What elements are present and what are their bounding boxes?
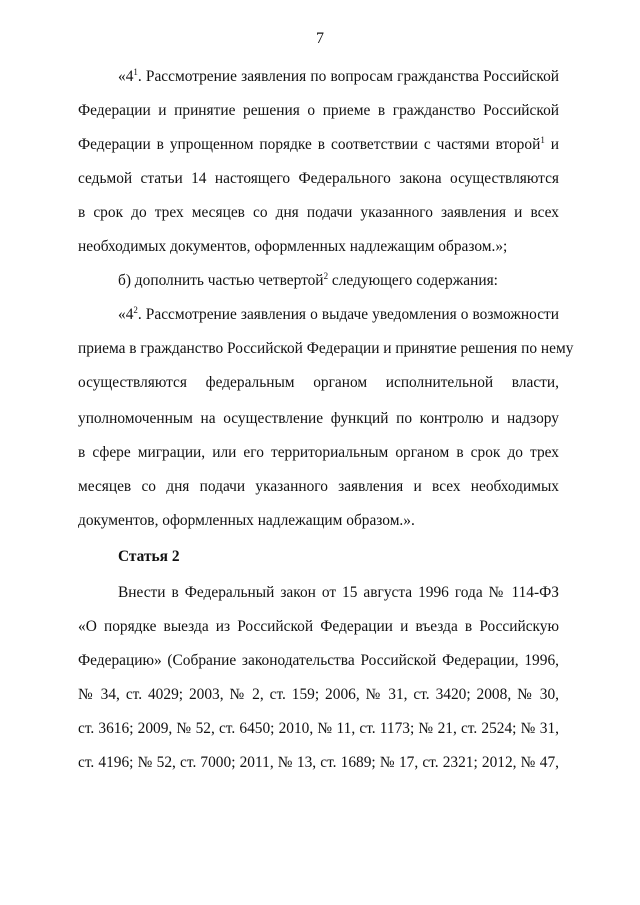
text-line: [78, 753, 559, 773]
text-fragment: . Рассмотрение заявления по вопросам гражданства Российской: [137, 68, 559, 85]
text-fragment: месяцев со дня подачи указанного заявления и всех необходимых: [78, 478, 559, 495]
text-line: [78, 511, 559, 531]
text-line: [118, 305, 559, 325]
superscript-number: 1: [133, 66, 138, 77]
text-fragment: и: [544, 136, 559, 153]
text-fragment: седьмой статьи 14 настоящего Федерального закона осуществляются: [78, 170, 559, 187]
text-fragment: осуществляются федеральным органом исполнительной власти,: [78, 374, 559, 391]
text-fragment: ст. 4196; № 52, ст. 7000; 2011, № 13, ст. 1689; № 17, ст. 2321; 2012, № 47,: [78, 754, 559, 771]
superscript-number: 1: [540, 134, 545, 145]
text-fragment: ст. 3616; 2009, № 52, ст. 6450; 2010, № 11, ст. 1173; № 21, ст. 2524; № 31,: [78, 720, 559, 737]
text-fragment: б) дополнить частью четвертой: [118, 272, 324, 289]
text-line: [78, 373, 559, 393]
text-fragment: Статья 2: [118, 548, 180, 565]
text-line: [78, 339, 574, 359]
text-fragment: . Рассмотрение заявления о выдаче уведомления о возможности: [137, 306, 559, 323]
text-fragment: в сфере миграции, или его территориальным органом в срок до трех: [78, 444, 559, 461]
text-line: [78, 443, 559, 463]
text-fragment: уполномоченным на осуществление функций по контролю и надзору: [78, 410, 559, 427]
text-line: [118, 583, 559, 603]
text-line: [78, 409, 559, 429]
text-fragment: «4: [118, 68, 134, 85]
text-fragment: «О порядке выезда из Российской Федерации и въезда в Российскую: [78, 618, 559, 635]
text-line: [78, 101, 559, 121]
text-fragment: в срок до трех месяцев со дня подачи указанного заявления и всех: [78, 204, 559, 221]
text-line: [78, 203, 559, 223]
text-fragment: Внести в Федеральный закон от 15 августа 1996 года № 114-ФЗ: [118, 584, 559, 601]
text-line: [118, 67, 559, 87]
text-line: [78, 719, 559, 739]
text-fragment: № 34, ст. 4029; 2003, № 2, ст. 159; 2006, № 31, ст. 3420; 2008, № 30,: [78, 686, 559, 703]
text-line: [78, 651, 559, 671]
text-fragment: необходимых документов, оформленных надлежащим образом.»;: [78, 238, 508, 255]
text-fragment: Федерацию» (Собрание законодательства Российской Федерации, 1996,: [78, 652, 559, 669]
text-fragment: Федерации и принятие решения о приеме в гражданство Российской: [78, 102, 559, 119]
page-number: 7: [316, 30, 324, 47]
text-fragment: приема в гражданство Российской Федерации и принятие решения по нему: [78, 340, 574, 357]
text-fragment: Федерации в упрощенном порядке в соответствии с частями второй: [78, 136, 541, 153]
text-line: [118, 271, 559, 291]
text-fragment: следующего содержания:: [328, 272, 498, 289]
text-line: [78, 685, 559, 705]
superscript-number: 2: [323, 270, 329, 281]
text-fragment: «4: [118, 306, 134, 323]
text-line: [78, 477, 559, 497]
text-line: [78, 237, 559, 257]
section-heading: [118, 547, 559, 567]
superscript-number: 2: [133, 304, 138, 315]
text-line: [78, 135, 559, 155]
text-line: [78, 617, 559, 637]
text-fragment: документов, оформленных надлежащим образом.».: [78, 512, 415, 529]
text-line: [78, 169, 559, 189]
